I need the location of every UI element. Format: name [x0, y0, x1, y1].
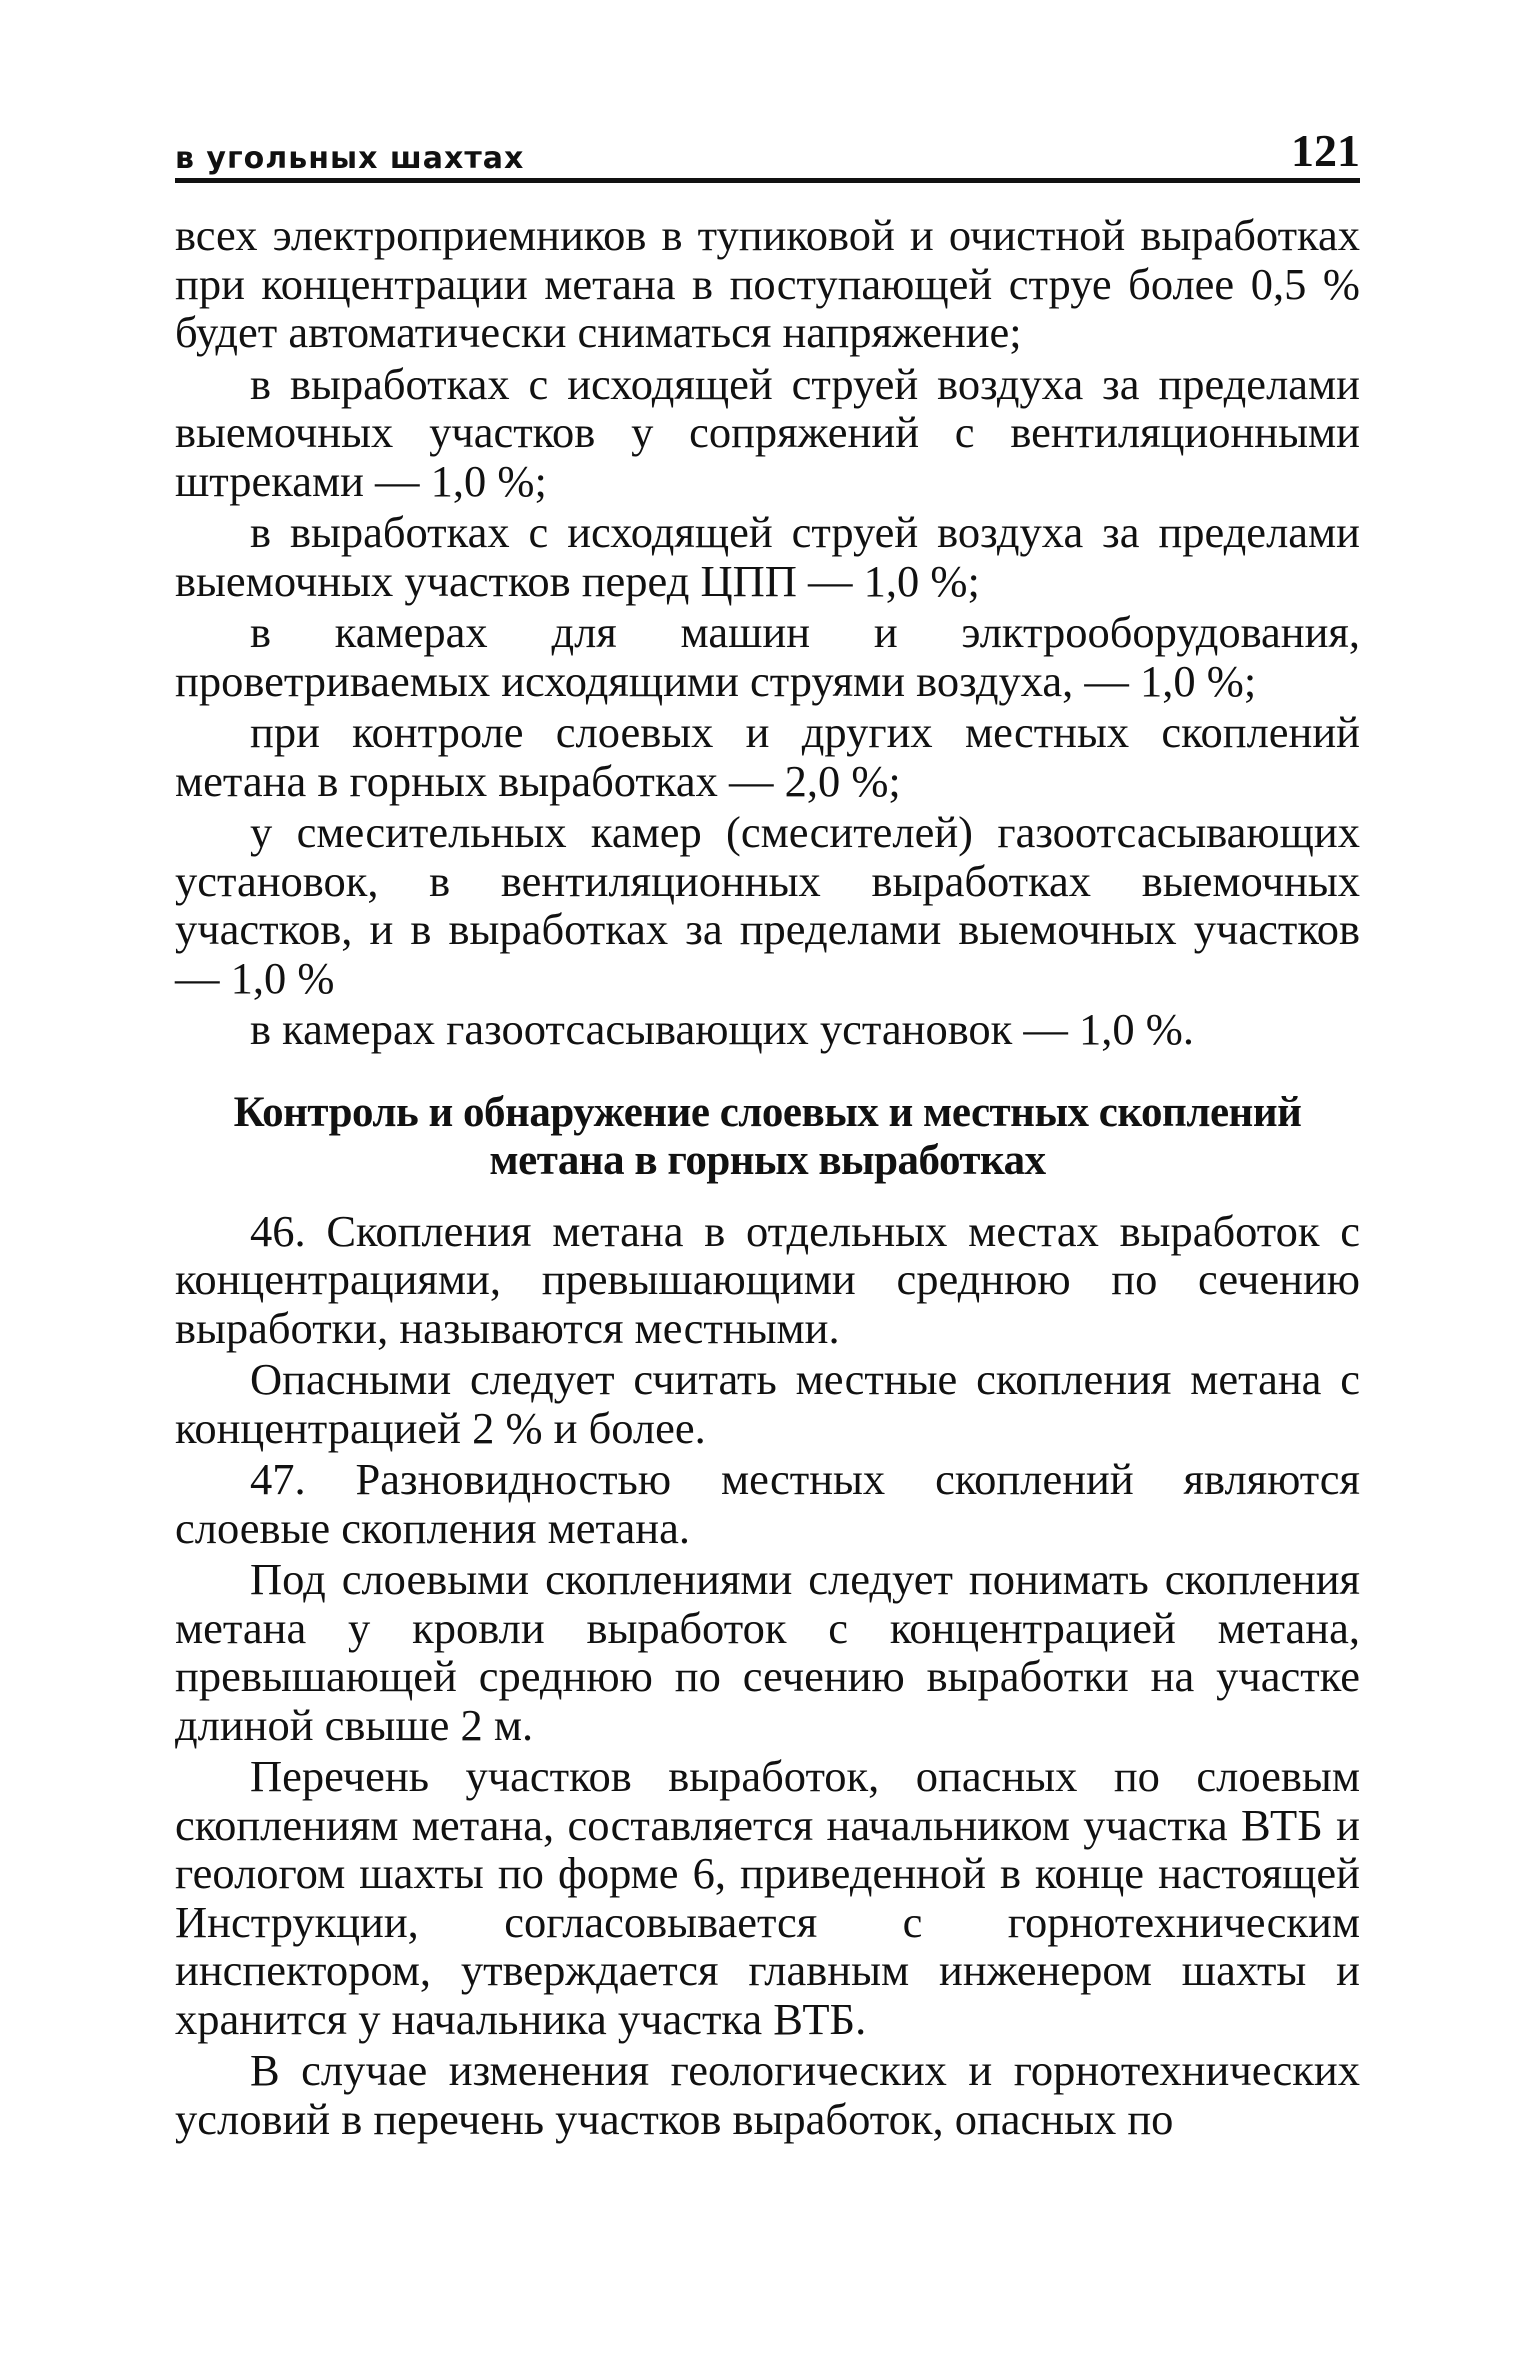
paragraph: в выработках с исходящей струей воздуха за пределами выемочных участков у сопряжений с вентиляционными штреками — 1,0 %; — [175, 358, 1360, 506]
running-title: в угольных шахтах — [175, 141, 525, 176]
paragraph: Опасными следует считать местные скопления метана с концентрацией 2 % и более. — [175, 1354, 1360, 1453]
section-heading-line: метана в горных выработках — [489, 1136, 1046, 1184]
paragraph: при контроле слоевых и других местных скоплений метана в горных выработках — 2,0 %; — [175, 707, 1360, 806]
page-number: 121 — [1291, 125, 1360, 176]
paragraph: Перечень участков выработок, опасных по слоевым скоплениям метана, составляется начальником участка ВТБ и геологом шахты по форме 6, приведенной в конце настоящей Инструкции, согласовывается с горнотехническим инспектором, утверждается главным инженером шахты и хранится у начальника участка ВТБ. — [175, 1751, 1360, 2044]
body-text — [175, 211, 1360, 2143]
paragraph-item-47: 47. Разновидностью местных скоплений являются слоевые скопления метана. — [175, 1454, 1360, 1553]
paragraph: в выработках с исходящей струей воздуха за пределами выемочных участков перед ЦПП — 1,0 %; — [175, 507, 1360, 606]
paragraph-item-46: 46. Скопления метана в отдельных местах выработок с концентрациями, превышающими среднюю по сечению выработки, называются местными. — [175, 1205, 1360, 1353]
section-heading-line: Контроль и обнаружение слоевых и местных скоплений — [233, 1088, 1302, 1136]
running-header — [175, 120, 1360, 183]
book-page — [175, 120, 1360, 2146]
paragraph: в камерах газоотсасывающих установок — 1,0 %. — [250, 1004, 1194, 1054]
paragraph-continuation: всех электроприемников в тупиковой и очистной выработках при концентрации метана в поступающей струе более 0,5 % будет автоматически сниматься напряжение; — [175, 210, 1360, 357]
paragraph: Под слоевыми скоплениями следует понимать скопления метана у кровли выработок с концентрацией метана, превышающей среднюю по сечению выработки на участке длиной свыше 2 м. — [175, 1554, 1360, 1750]
paragraph: в камерах для машин и элктрооборудования, проветриваемых исходящими струями воздуха, — 1,0 %; — [175, 607, 1360, 706]
paragraph: у смесительных камер (смесителей) газоотсасывающих установок, в вентиляционных выработках выемочных участков, и в выработках за пределами выемочных участков — 1,0 % — [175, 807, 1360, 1003]
section-heading — [175, 1089, 1360, 1185]
paragraph: В случае изменения геологических и горнотехнических условий в перечень участков выработок, опасных по — [175, 2045, 1360, 2144]
